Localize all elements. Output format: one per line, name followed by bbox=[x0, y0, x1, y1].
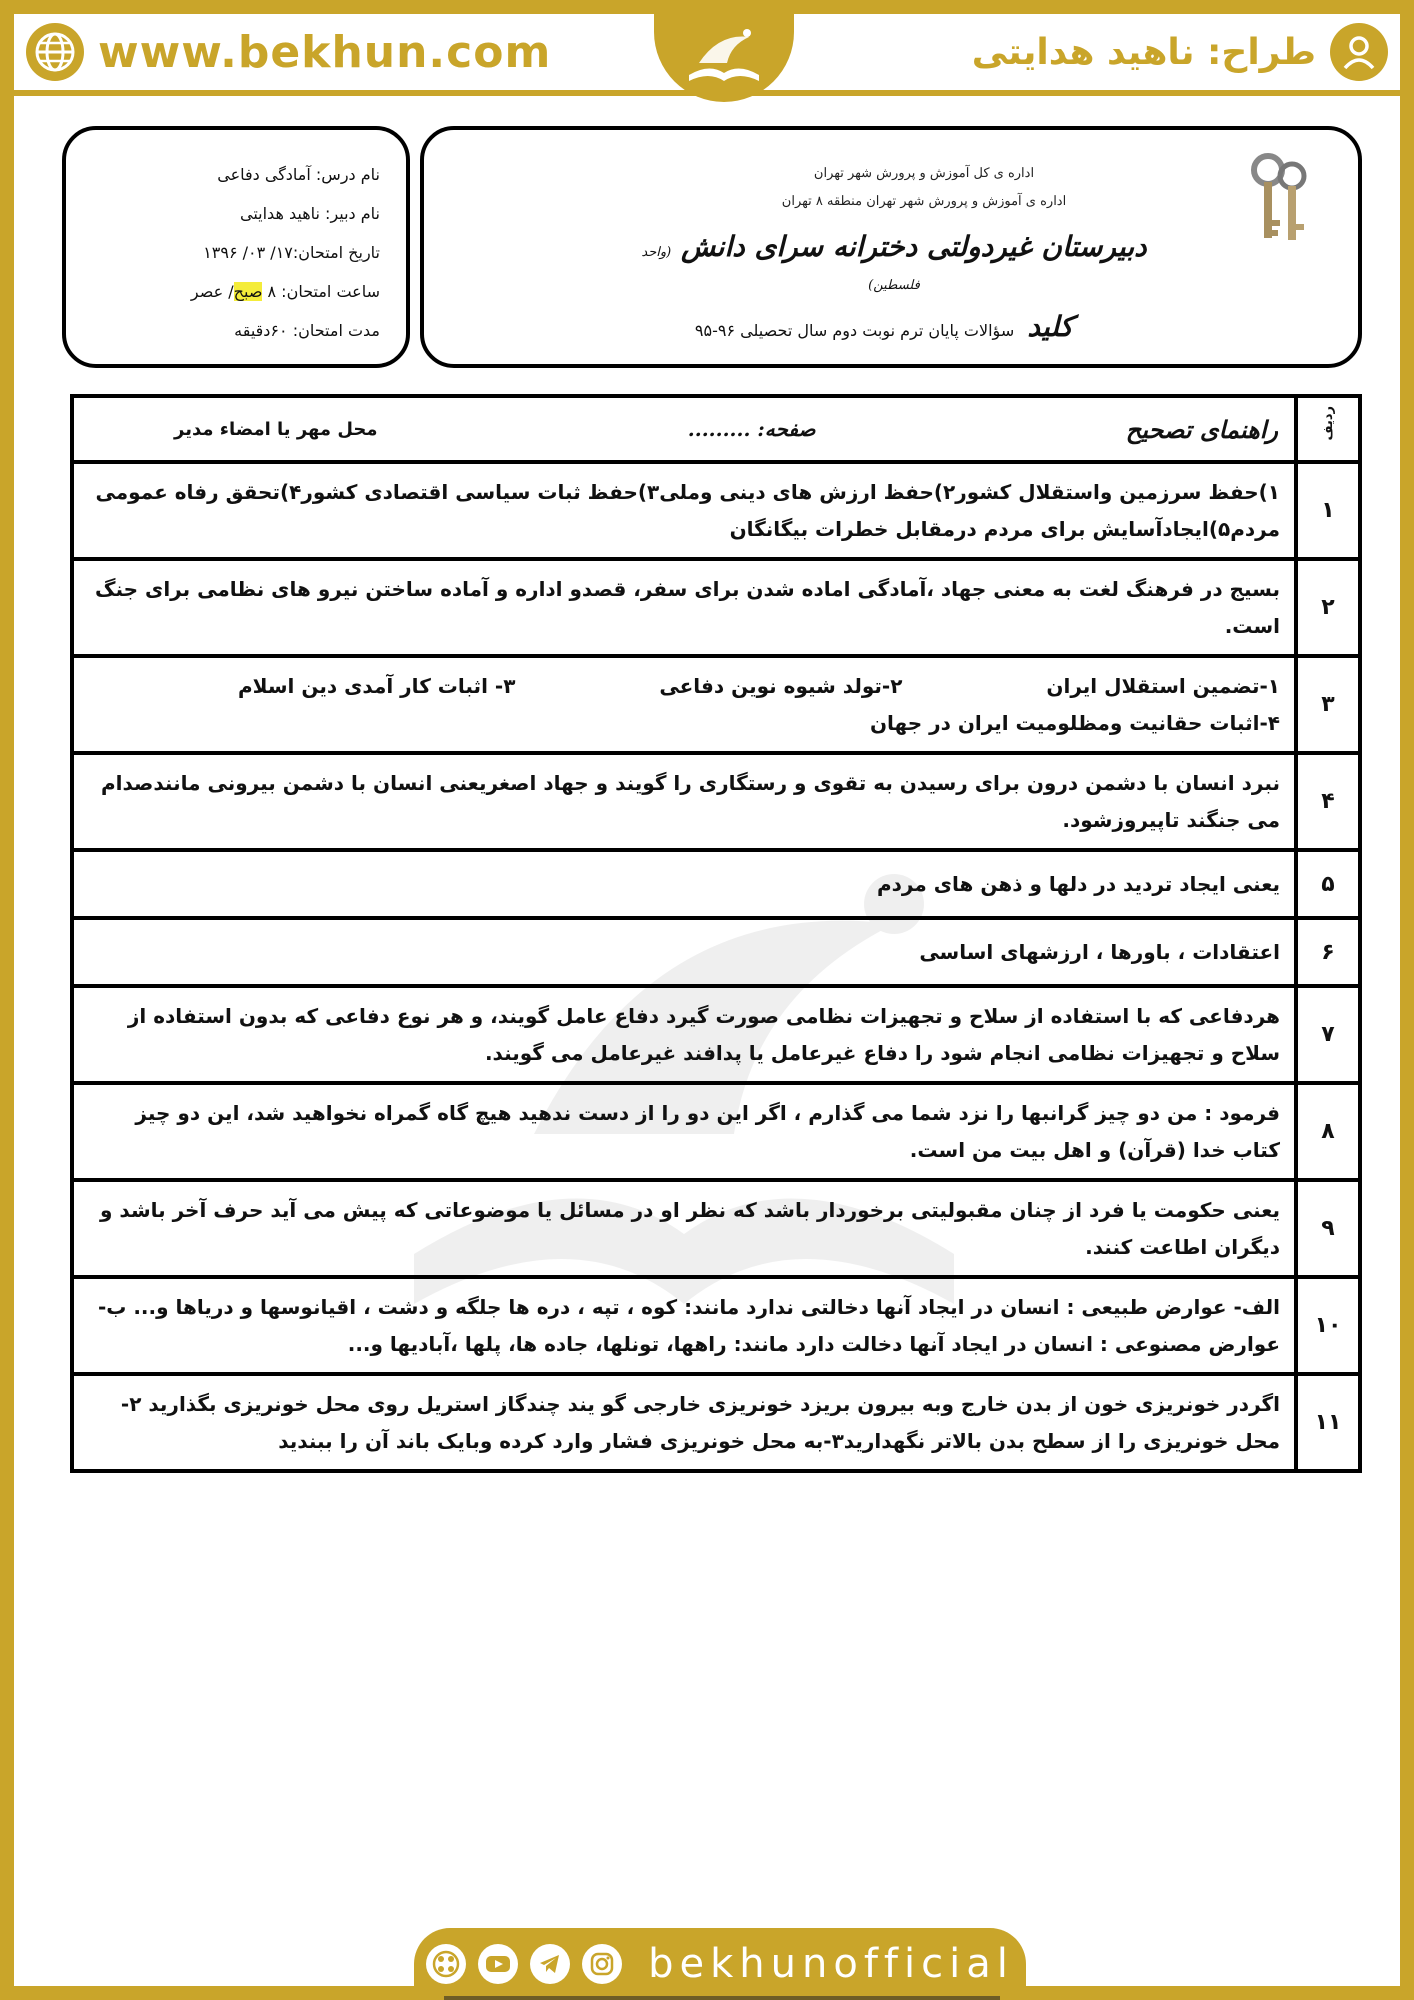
department-line-1: اداره ی کل آموزش و پرورش شهر تهران bbox=[813, 166, 1035, 181]
answer-text: اگردر خونریزی خون از بدن خارج وبه بیرون بریزد خونریزی خارجی گو یند چندگاز استریل روی محل خونریزی بگذارید ۲- محل خونریزی را از سطح بدن بالاتر نگهدارید۳-به محل خونریزی فشار وارد کرده وبایک باند آن را ببندید bbox=[72, 1374, 1296, 1471]
answer-text: فرمود : من دو چیز گرانبها را نزد شما می گذارم ، اگر این دو را از دست ندهید هیچ گاه گمراه نخواهید شد، این دو چیز کتاب خدا (قرآن) و اهل بیت من است. bbox=[72, 1083, 1296, 1180]
row-number: ۱۰ bbox=[1296, 1277, 1360, 1374]
answer-text bbox=[72, 656, 1296, 753]
aparat-icon[interactable] bbox=[426, 1944, 466, 1984]
row-number: ۹ bbox=[1296, 1180, 1360, 1277]
table-row bbox=[72, 1083, 1360, 1180]
course-name: نام درس: آمادگی دفاعی bbox=[217, 165, 380, 184]
table-row bbox=[72, 462, 1360, 559]
row-number: ۴ bbox=[1296, 753, 1360, 850]
table-header-cell bbox=[72, 396, 1296, 462]
answer-item: ۲-تولد شیوه نوین دفاعی bbox=[659, 673, 903, 698]
row-number: ۸ bbox=[1296, 1083, 1360, 1180]
table-row bbox=[72, 850, 1360, 918]
correction-guide-title: راهنمای تصحیح bbox=[1125, 414, 1278, 444]
answer-item: ۳- اثبات کار آمدی دین اسلام bbox=[238, 673, 516, 698]
school-name bbox=[614, 230, 1174, 296]
table-header-row bbox=[72, 396, 1360, 462]
school-title: دبیرستان غیردولتی دخترانه سرای دانش bbox=[680, 230, 1147, 263]
answer-items bbox=[88, 668, 1280, 705]
row-number: ۷ bbox=[1296, 986, 1360, 1083]
website-link[interactable] bbox=[26, 22, 551, 82]
exam-date: تاریخ امتحان:۱۷/ ۰۳/ ۱۳۹۶ bbox=[203, 243, 380, 262]
row-number: ۲ bbox=[1296, 559, 1360, 656]
school-header-box bbox=[420, 126, 1362, 368]
exam-time bbox=[82, 277, 380, 316]
answer-text: یعنی حکومت یا فرد از چنان مقبولیتی برخوردار باشد که نظر او در مسائل یا موضوعاتی که پیش می آید حرف آخر باشد و دیگران اطاعت کنند. bbox=[72, 1180, 1296, 1277]
teacher-name: نام دبیر: ناهید هدایتی bbox=[239, 204, 380, 223]
school-branch: (واحد فلسطین) bbox=[641, 245, 920, 293]
designer-name: طراح: ناهید هدایتی bbox=[971, 31, 1316, 73]
telegram-icon[interactable] bbox=[530, 1944, 570, 1984]
row-number: ۶ bbox=[1296, 918, 1360, 986]
row-label-header bbox=[1296, 396, 1360, 462]
answer-text: هردفاعی که با استفاده از سلاح و تجهیزات نظامی صورت گیرد دفاع عامل گویند، و هر نوع دفاعی که بدون استفاده از سلاح و تجهیزات نظامی انجام شود را دفاع غیرعامل یا پدافند غیرعامل می گویند. bbox=[72, 986, 1296, 1083]
exam-time-suffix: / عصر bbox=[190, 282, 234, 301]
answer-item: ۱-تضمین استقلال ایران bbox=[1046, 673, 1280, 698]
social-handle[interactable]: bekhunofficial bbox=[648, 1941, 1014, 1987]
brand-header bbox=[14, 14, 1400, 96]
answer-text: یعنی ایجاد تردید در دلها و ذهن های مردم bbox=[72, 850, 1296, 918]
table-row bbox=[72, 753, 1360, 850]
row-label-text: ردیف bbox=[1320, 405, 1336, 441]
table-row bbox=[72, 559, 1360, 656]
website-text: www.bekhun.com bbox=[98, 26, 552, 78]
row-number: ۵ bbox=[1296, 850, 1360, 918]
exam-time-prefix: ساعت امتحان: ۸ bbox=[267, 282, 380, 301]
page-field: صفحه: ......... bbox=[687, 416, 816, 441]
book-logo-icon bbox=[669, 23, 779, 93]
answer-key-table bbox=[70, 394, 1362, 1473]
table-row bbox=[72, 986, 1360, 1083]
table-row bbox=[72, 1180, 1360, 1277]
row-number: ۱ bbox=[1296, 462, 1360, 559]
footer-shadow bbox=[444, 1996, 1000, 2000]
table-row bbox=[72, 918, 1360, 986]
key-label: کلید bbox=[1027, 310, 1074, 343]
answer-text: ۱)حفظ سرزمین واستقلال کشور۲)حفظ ارزش های دینی وملی۳)حفظ ثبات سیاسی اقتصادی کشور۴)تحقق رفاه عمومی مردم۵)ایجادآسایش برای مردم درمقابل خطرات بیگانگان bbox=[72, 462, 1296, 559]
answer-text: اعتقادات ، باورها ، ارزشهای اساسی bbox=[72, 918, 1296, 986]
row-number: ۳ bbox=[1296, 656, 1360, 753]
answer-item: ۴-اثبات حقانیت ومظلومیت ایران در جهان bbox=[869, 710, 1280, 735]
exam-title-line bbox=[604, 310, 1164, 343]
designer-credit bbox=[972, 22, 1388, 82]
document-page bbox=[14, 14, 1400, 1986]
department-line-2: اداره ی آموزش و پرورش شهر تهران منطقه ۸ تهران bbox=[781, 194, 1067, 209]
exam-duration: مدت امتحان: ۶۰دقیقه bbox=[234, 321, 380, 340]
answer-text: بسیج در فرهنگ لغت به معنی جهاد ،آمادگی اماده شدن برای سفر، قصدو اداره و آماده ساختن نیرو های نظامی برای جنگ است. bbox=[72, 559, 1296, 656]
keys-icon bbox=[1246, 150, 1316, 250]
instagram-icon[interactable] bbox=[582, 1944, 622, 1984]
brand-logo bbox=[654, 14, 794, 102]
table-row bbox=[72, 1277, 1360, 1374]
answer-text: الف- عوارض طبیعی : انسان در ایجاد آنها دخالتی ندارد مانند: کوه ، تپه ، دره ها جلگه و دشت ، اقیانوسها و دریاها و... ب- عوارض مصنوعی : انسان در ایجاد آنها دخالت دارد مانند: راهها، تونلها، جاده ها، پلها ،آبادیها و... bbox=[72, 1277, 1296, 1374]
exam-info-box bbox=[62, 126, 410, 368]
youtube-icon[interactable] bbox=[478, 1944, 518, 1984]
table-row bbox=[72, 656, 1360, 753]
exam-title: سؤالات پایان ترم نوبت دوم سال تحصیلی ۹۶-۹۵ bbox=[694, 321, 1015, 340]
principal-signature-field: محل مهر یا امضاء مدیر bbox=[174, 418, 378, 440]
globe-icon bbox=[26, 23, 84, 81]
user-icon bbox=[1330, 23, 1388, 81]
social-footer bbox=[414, 1928, 1026, 2000]
exam-time-highlight: صبح bbox=[233, 282, 263, 301]
table-row bbox=[72, 1374, 1360, 1471]
answer-text: نبرد انسان با دشمن درون برای رسیدن به تقوی و رستگاری را گویند و جهاد اصغریعنی انسان با دشمن بیرونی مانندصدام می جنگند تاپیروزشود. bbox=[72, 753, 1296, 850]
row-number: ۱۱ bbox=[1296, 1374, 1360, 1471]
